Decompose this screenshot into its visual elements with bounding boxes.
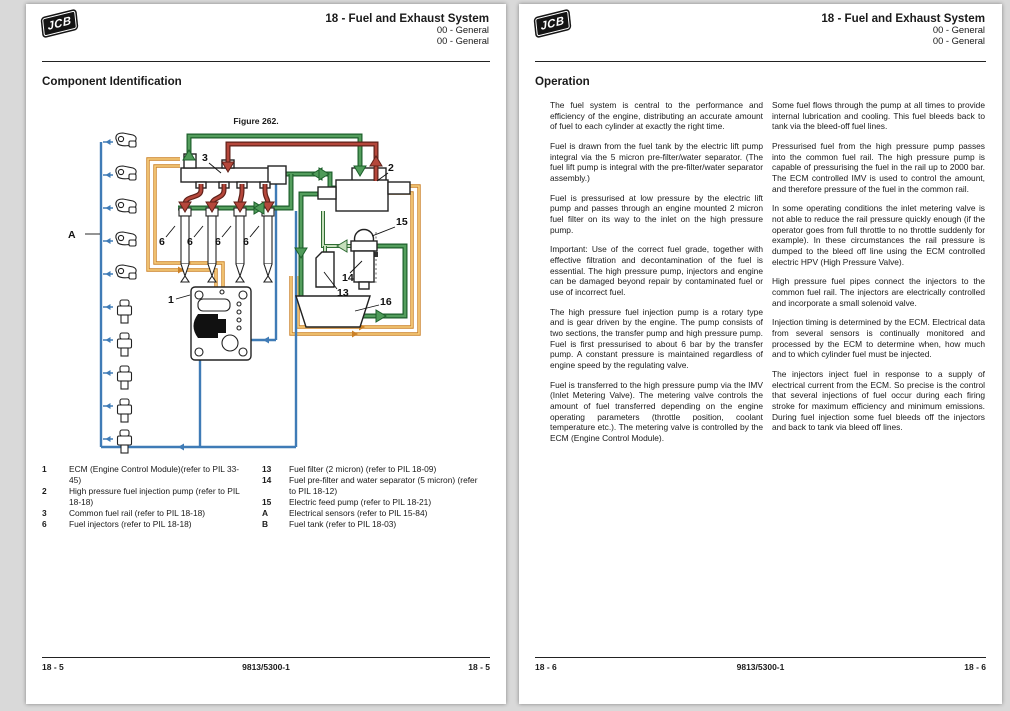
legend-key: 13 (262, 464, 272, 474)
section-sub2: 00 - General (932, 35, 985, 47)
footer-doc-code: 9813/5300-1 (736, 662, 785, 672)
footer-rule (535, 657, 986, 658)
fuel-rail (181, 154, 286, 188)
legend-text: Fuel pre-filter and water separator (5 micron) (refer to PIL 18-12) (289, 474, 478, 496)
injector (262, 208, 274, 282)
chapter-title: 18 - Fuel and Exhaust System (821, 12, 985, 25)
figure-label-sensors: A (68, 229, 76, 241)
electric-feed-pump (351, 230, 377, 252)
header-rule (42, 61, 490, 62)
electrical-sensors (116, 133, 136, 453)
legend-key: 15 (262, 496, 272, 507)
fuel-system-diagram (58, 124, 448, 460)
legend-item (42, 464, 258, 486)
paragraph: Some fuel flows through the pump at all times to provide internal lubrication and cooling. This fuel bleeds back to tank via the bleed-off fuel lines. (772, 100, 985, 132)
figure-label-ecm: 1 (168, 294, 174, 306)
page-footer (42, 662, 490, 672)
section-sub1: 00 - General (932, 24, 985, 36)
legend-key: 14 (262, 474, 272, 485)
figure-label-injector: 6 (159, 236, 165, 248)
figure-label-feedpump: 15 (396, 216, 408, 228)
legend-key: 2 (42, 485, 47, 496)
legend-text: ECM (Engine Control Module)(refer to PIL 33-45) (69, 464, 240, 485)
legend-text: Electric feed pump (refer to PIL 18-21) (289, 496, 432, 507)
footer-doc-code: 9813/5300-1 (242, 662, 290, 672)
legend-item (262, 464, 500, 475)
legend-text: Fuel filter (2 micron) (refer to PIL 18-09) (289, 464, 437, 474)
figure-caption: Figure 262. (233, 116, 279, 126)
paragraph: Pressurised fuel from the high pressure pump passes into the common fuel rail. The high pressure pump is capable of pressurising the fuel in the rail up to 2000 bar. The ECM controlled IMV is used to control the amount, and therefore pressure of the fuel in the common rail. (772, 141, 985, 194)
paragraph: The high pressure fuel injection pump is a rotary type and is gear driven by the engine. The pump consists of two sections, the transfer pump and high pressure pump. Fuel is first pressurised to about 6 bar by the transfer pump. A constant pressure is maintained regardless of engine speed by the regulating valve. (550, 306, 763, 371)
paragraph: Fuel is transferred to the high pressure pump via the IMV (Inlet Metering Valve). The metering valve controls the amount of fuel transferred depending on the engine operating parameters (throttle position, coolant temperature etc.). The metering valve is controlled by the ECM (Engine Control Module). (550, 379, 763, 444)
figure-label-injector: 6 (215, 236, 221, 248)
legend-item (262, 475, 500, 497)
paragraph: Injection timing is determined by the ECM. Electrical data from several sensors is continually monitored and processed by the ECM to determine when, how much and to which cylinder fuel must be injected. (772, 317, 985, 360)
legend-text: Fuel tank (refer to PIL 18-03) (289, 518, 397, 529)
paragraph: In some operating conditions the inlet metering valve is not able to reduce the rail pressure quickly enough (if the operator goes from full throttle to no throttle suddenly for example). In these circumstances the rail pressure is dumped to the bleed off line using the ECM controlled electric HPV (High Pressure Valve). (772, 203, 985, 267)
chapter-title: 18 - Fuel and Exhaust System (325, 12, 489, 25)
figure-label-rail: 3 (202, 152, 208, 164)
legend-item (262, 497, 500, 508)
legend-item (42, 519, 258, 530)
jcb-logo (40, 8, 78, 38)
fuel-tank (296, 296, 370, 327)
figure-label-prefilter: 14 (342, 272, 354, 284)
legend-item (42, 486, 258, 508)
paragraph: High pressure fuel pipes connect the injectors to the common fuel rail. The injectors are electrically controlled and incorporate a small solenoid valve. (772, 276, 985, 308)
legend-text: Fuel injectors (refer to PIL 18-18) (69, 518, 192, 529)
page-right (519, 4, 1002, 704)
legend-text: High pressure fuel injection pump (refer to PIL 18-18) (69, 485, 240, 507)
legend-key: 3 (42, 507, 47, 518)
section-sub1: 00 - General (436, 24, 489, 36)
legend-item (42, 508, 258, 519)
legend-key: A (262, 507, 269, 518)
page-title: Operation (535, 75, 590, 88)
text-column-2 (772, 100, 985, 453)
body-text (550, 100, 985, 453)
jcb-logo (533, 8, 571, 38)
page-header (325, 12, 489, 47)
text-column-1 (550, 100, 763, 453)
legend-item (262, 508, 500, 519)
legend-item (262, 519, 500, 530)
footer-page-left: 18 - 6 (535, 662, 557, 672)
footer-page-right: 18 - 5 (468, 662, 490, 672)
paragraph: Fuel is pressurised at low pressure by the electric lift pump and passes through an engine mounted 2 micron fuel filter on its way to the inlet on the high pressure pump. (550, 192, 763, 235)
paragraph: The fuel system is central to the performance and efficiency of the engine, distributing an accurate amount of fuel to each cylinder at exactly the right time. (550, 100, 763, 132)
legend-key: B (262, 518, 269, 529)
paragraph: Fuel is drawn from the fuel tank by the electric lift pump integral via the 5 micron pre-filter/water separator. (The fuel lift pump is integral with the pre-filter/water separator assembly.) (550, 141, 763, 184)
ecm-module (191, 287, 251, 360)
page-footer (535, 662, 986, 672)
page-header (821, 12, 985, 47)
legend-text: Common fuel rail (refer to PIL 18-18) (69, 507, 206, 518)
paragraph: Important: Use of the correct fuel grade, together with effective filtration and decontamination of the fuel is essential. The high pressure pump, injectors and engine can be damaged beyond repair by contaminated fuel or use of incorrect fuel. (550, 244, 763, 298)
figure-legend (42, 464, 500, 530)
figure-label-filter: 13 (337, 287, 349, 299)
legend-key: 1 (42, 464, 47, 474)
figure-label-injector: 6 (187, 236, 193, 248)
jcb-logo-text: JCB (46, 14, 73, 33)
figure-label-tank: 16 (380, 296, 392, 308)
footer-page-left: 18 - 5 (42, 662, 64, 672)
legend-text: Electrical sensors (refer to PIL 15-84) (289, 507, 428, 518)
figure-label-injector: 6 (243, 236, 249, 248)
pre-filter-water-separator (354, 251, 374, 289)
header-rule (535, 61, 986, 62)
legend-key: 6 (42, 518, 47, 529)
jcb-logo-text: JCB (539, 14, 566, 33)
paragraph: The injectors inject fuel in response to a supply of electrical current from the ECM. So precise is the control that several injections of fuel occur during each firing stroke for maximum efficiency and minimum emissions. During fuel injection some fuel bleeds off the injectors and back to tank via bleed off lines. (772, 369, 985, 433)
legend-column-1 (42, 464, 258, 530)
section-sub2: 00 - General (436, 35, 489, 47)
footer-rule (42, 657, 490, 658)
footer-page-right: 18 - 6 (964, 662, 986, 672)
page-title: Component Identification (42, 75, 182, 88)
figure-label-pump: 2 (388, 162, 394, 174)
page-left (26, 4, 506, 704)
legend-column-2 (262, 464, 500, 530)
